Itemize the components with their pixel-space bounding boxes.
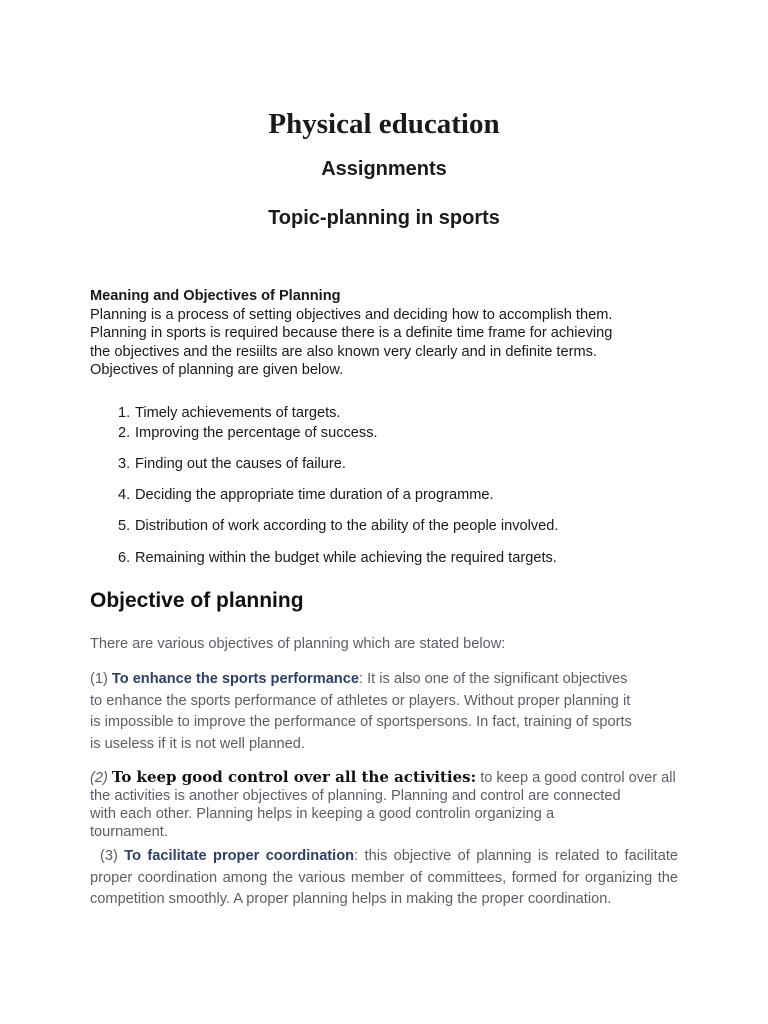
list-item-number: 1. <box>118 405 131 421</box>
list-item <box>90 487 494 503</box>
paragraph-number: (3) <box>100 848 125 864</box>
list-item-number: 3. <box>118 456 131 472</box>
paragraph-line: the activities is another objectives of planning. Planning and control are connected <box>90 788 621 804</box>
paragraph-line: : It is also one of the significant objectives <box>358 671 628 687</box>
list-item-number: 6. <box>118 550 131 566</box>
list-item-number: 5. <box>118 518 131 534</box>
paragraph-line: to enhance the sports performance of athletes or players. Without proper planning it <box>90 692 631 709</box>
paragraph-lead: To enhance the sports performance <box>111 671 359 687</box>
objective-paragraph-1 <box>90 669 678 756</box>
paragraph-number: (2) <box>90 770 112 786</box>
list-item-number: 2. <box>118 425 131 441</box>
paragraph-line: facilitate proper coordination among the various member of committees, formed for <box>90 848 678 886</box>
meaning-line: Planning in sports is required because there is a definite time frame for achieving <box>90 325 613 341</box>
list-item <box>90 550 557 566</box>
paragraph-line: coordination. <box>527 891 612 907</box>
page-title: Physical education <box>268 108 500 140</box>
list-item-text: Timely achievements of targets. <box>135 405 341 421</box>
list-item-text: Improving the percentage of success. <box>135 425 378 441</box>
paragraph-line: : this objective of planning is related to <box>354 848 619 864</box>
meaning-section <box>90 287 680 380</box>
paragraph-line: with each other. Planning helps in keeping a good controlin organizing a <box>90 806 555 822</box>
paragraph-lead: To facilitate proper coordination <box>124 848 355 864</box>
section-heading: Objective of planning <box>90 589 304 612</box>
list-item-text: Distribution of work according to the ability of the people involved. <box>135 518 559 534</box>
meaning-line: Planning is a process of setting objectives and deciding how to accomplish them. <box>90 306 613 323</box>
objective-paragraph-2 <box>90 768 678 841</box>
objective-paragraph-3 <box>90 846 678 911</box>
paragraph-line: to keep a good control over all <box>476 770 676 786</box>
list-item <box>90 425 378 441</box>
list-item-text: Remaining within the budget while achieving the required targets. <box>135 550 557 566</box>
section-intro: There are various objectives of planning which are stated below: <box>90 636 506 652</box>
meaning-heading: Meaning and Objectives of Planning <box>90 288 341 304</box>
paragraph-lead: To keep good control over all the activities: <box>111 768 477 786</box>
list-item <box>90 518 558 534</box>
meaning-line: Objectives of planning are given below. <box>90 362 344 378</box>
page-topic: Topic-planning in sports <box>268 207 500 229</box>
paragraph-line: organizing the competition smoothly. A proper planning helps in making the proper <box>90 869 678 907</box>
list-item <box>90 456 346 472</box>
list-item <box>90 405 340 421</box>
list-item-text: Finding out the causes of failure. <box>135 456 346 472</box>
paragraph-line: is useless if it is not well planned. <box>90 736 305 753</box>
paragraph-line: is impossible to improve the performance of sportspersons. In fact, training of sports <box>90 714 632 731</box>
list-item-text: Deciding the appropriate time duration of a programme. <box>135 487 494 503</box>
list-item-number: 4. <box>118 487 131 503</box>
paragraph-number: (1) <box>90 671 112 687</box>
page-subtitle: Assignments <box>321 158 447 180</box>
meaning-line: the objectives and the resiilts are also known very clearly and in definite terms. <box>90 343 597 360</box>
paragraph-line: tournament. <box>90 824 168 840</box>
